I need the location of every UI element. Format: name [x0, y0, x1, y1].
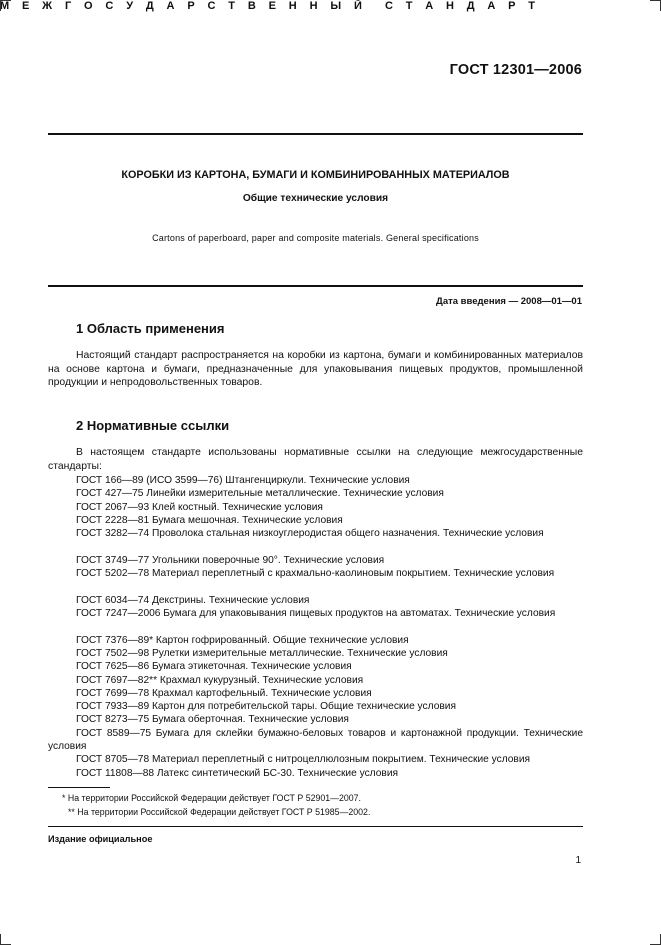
heading-letter: Г [64, 0, 72, 12]
document-title: КОРОБКИ ИЗ КАРТОНА, БУМАГИ И КОМБИНИРОВАННЫХ МАТЕРИАЛОВ [121, 169, 510, 181]
heading-letter: Д [466, 0, 475, 12]
crop-mark-top-left [0, 0, 11, 11]
normative-reference: ГОСТ 5202—78 Материал переплетный с крахмально-каолиновым покрытием. Технические условия [76, 568, 555, 580]
heading-letter: Т [228, 0, 236, 12]
heading-letter: М [0, 0, 10, 12]
heading-letter: С [385, 0, 393, 12]
normative-reference: ГОСТ 7247—2006 Бумага для упаковывания пищевых продуктов на автоматах. Технические условия [76, 608, 556, 619]
normative-reference: ГОСТ 3749—77 Угольники поверочные 90°. Технические условия [76, 554, 385, 566]
normative-reference: ГОСТ 11808—88 Латекс синтетический БС-30. Технические условия [76, 767, 399, 779]
crop-mark-bottom-left [0, 934, 11, 945]
introduction-date: Дата введения — 2008—01—01 [436, 296, 582, 307]
heading-letter: Е [268, 0, 276, 12]
normative-reference: ГОСТ 2067—93 Клей костный. Технические условия [76, 501, 323, 513]
heading-letter: Н [288, 0, 297, 12]
heading-letter: Д [145, 0, 154, 12]
interstate-standard-heading [0, 0, 535, 12]
heading-letter: Н [445, 0, 454, 12]
heading-letter: С [207, 0, 216, 12]
page-number: 1 [575, 855, 581, 866]
heading-letter: А [425, 0, 434, 12]
footnote-rule [48, 787, 110, 788]
normative-reference: ГОСТ 7933—89 Картон для потребительской тары. Общие технические условия [76, 701, 456, 713]
crop-mark-bottom-right [650, 934, 661, 945]
heading-letter: С [105, 0, 114, 12]
gost-code: ГОСТ 12301—2006 [449, 62, 582, 78]
heading-letter: Н [309, 0, 318, 12]
normative-reference: ГОСТ 3282—74 Проволока стальная низкоуглеродистая общего назначения. Технические условия [76, 528, 544, 540]
heading-letter: Р [187, 0, 195, 12]
english-title: Cartons of paperboard, paper and composite materials. General specifications [152, 233, 479, 243]
crop-mark-top-right [650, 0, 661, 11]
title-rule [48, 285, 583, 287]
normative-reference: ГОСТ 7699—78 Крахмал картофельный. Технические условия [76, 687, 372, 699]
heading-letter: О [84, 0, 93, 12]
footnote-2: ** На территории Российской Федерации действует ГОСТ Р 51985—2002. [68, 807, 371, 817]
normative-reference: ГОСТ 7376—89* Картон гофрированный. Общие технические условия [76, 634, 409, 646]
document-subtitle: Общие технические условия [242, 193, 389, 204]
normative-reference: ГОСТ 8589—75 Бумага для склейки бумажно-беловых товаров и картонажной продукции. Технические условия [48, 727, 583, 752]
footnote-1: * На территории Российской Федерации действует ГОСТ Р 52901—2007. [62, 793, 361, 803]
header-rule [48, 133, 583, 135]
section-1-text: Настоящий стандарт распространяется на коробки из картона, бумаги и комбинированных материалов на основе картона и бумаги, предназначенные для упаковывания пищевых продуктов, промышленной продукции и непродовольственных товаров. [48, 350, 583, 388]
section-1-heading: 1 Область применения [76, 321, 225, 336]
normative-reference: ГОСТ 2228—81 Бумага мешочная. Технические условия [76, 514, 343, 526]
heading-letter: Ы [330, 0, 342, 12]
normative-reference: ГОСТ 8705—78 Материал переплетный с нитроцеллюлозным покрытием. Технические условия [76, 754, 531, 766]
normative-reference: ГОСТ 6034—74 Декстрины. Технические условия [76, 594, 310, 606]
heading-letter: Е [22, 0, 30, 12]
edition-rule [48, 826, 583, 827]
heading-letter: А [166, 0, 175, 12]
heading-letter: Т [528, 0, 535, 12]
heading-letter: Т [405, 0, 413, 12]
heading-letter: Р [508, 0, 516, 12]
section-2-intro: В настоящем стандарте использованы нормативные ссылки на следующие межгосударственные стандарты: [48, 447, 583, 472]
normative-reference: ГОСТ 427—75 Линейки измерительные металлические. Технические условия [76, 488, 444, 500]
heading-letter: Ж [42, 0, 53, 12]
heading-letter: В [247, 0, 256, 12]
normative-reference: ГОСТ 8273—75 Бумага оберточная. Технические условия [76, 714, 349, 726]
heading-letter: Й [353, 0, 362, 12]
heading-letter: У [126, 0, 134, 12]
edition-label: Издание официальное [48, 834, 153, 844]
section-2-heading: 2 Нормативные ссылки [76, 418, 230, 433]
heading-letter: А [487, 0, 496, 12]
normative-reference: ГОСТ 7625—86 Бумага этикеточная. Технические условия [76, 661, 352, 673]
normative-reference: ГОСТ 7697—82** Крахмал кукурузный. Технические условия [76, 674, 364, 686]
normative-reference: ГОСТ 7502—98 Рулетки измерительные металлические. Технические условия [76, 647, 448, 659]
normative-reference: ГОСТ 166—89 (ИСО 3599—76) Штангенциркули. Технические условия [76, 475, 410, 486]
